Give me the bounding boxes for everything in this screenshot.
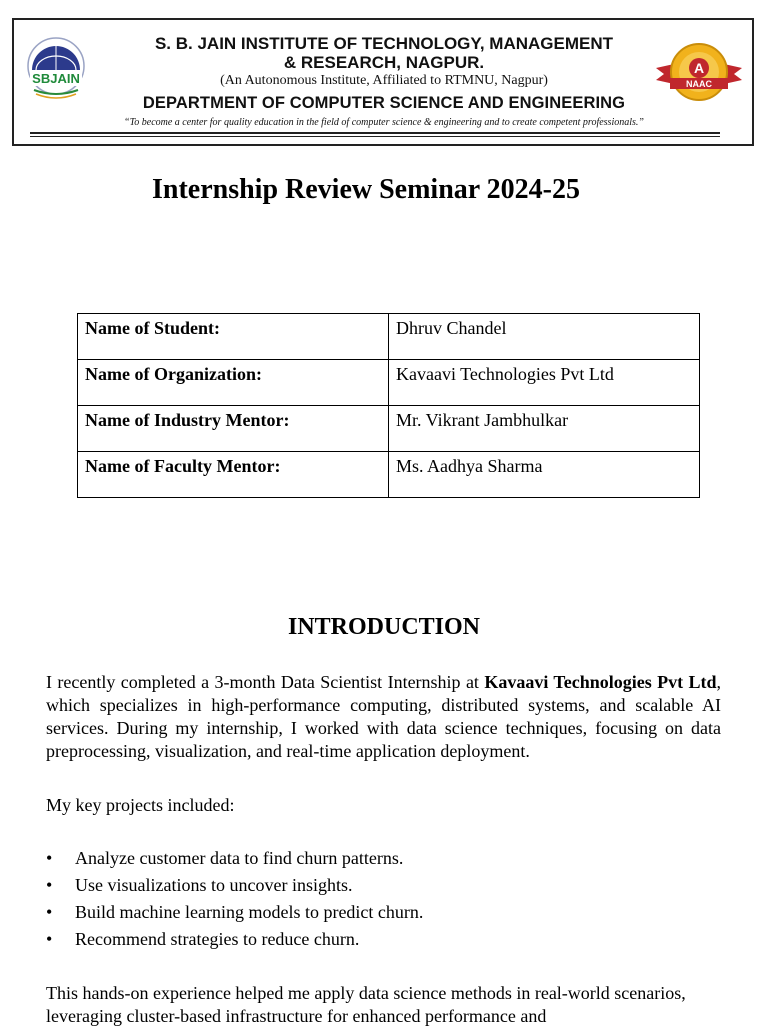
table-row [78, 406, 700, 452]
company-name: Kavaavi Technologies Pvt Ltd [484, 672, 717, 692]
bullet-icon: • [46, 902, 53, 922]
list-item-text: Use visualizations to uncover insights. [75, 875, 353, 895]
introduction-paragraph-3: This hands-on experience helped me apply data science methods in real-world scenarios, leveraging cluster-based infrastructure for enhanced performance and [46, 983, 686, 1026]
list-item-text: Recommend strategies to reduce churn. [75, 929, 360, 949]
detail-value: Dhruv Chandel [389, 314, 700, 360]
letterhead-rule-thin [30, 136, 720, 137]
bullet-icon: • [46, 848, 53, 868]
naac-badge-icon [654, 38, 744, 108]
details-table [77, 313, 700, 498]
detail-label: Name of Industry Mentor: [78, 406, 389, 452]
detail-value: Ms. Aadhya Sharma [389, 452, 700, 498]
list-item-text: Analyze customer data to find churn patterns. [75, 848, 404, 868]
department-name: DEPARTMENT OF COMPUTER SCIENCE AND ENGINEERING [142, 94, 626, 112]
list-item [46, 928, 721, 955]
institute-affiliation: (An Autonomous Institute, Affiliated to RTMNU, Nagpur) [220, 73, 548, 88]
page-title: Internship Review Seminar 2024-25 [151, 174, 581, 205]
project-list [46, 847, 721, 955]
detail-label: Name of Faculty Mentor: [78, 452, 389, 498]
detail-label: Name of Student: [78, 314, 389, 360]
list-item-text: Build machine learning models to predict churn. [75, 902, 424, 922]
table-row [78, 452, 700, 498]
detail-value: Mr. Vikrant Jambhulkar [389, 406, 700, 452]
department-vision: “To become a center for quality education in the field of computer science & engineering and to create competent professionals.” [124, 117, 644, 128]
bullet-icon: • [46, 929, 53, 949]
detail-label: Name of Organization: [78, 360, 389, 406]
list-item [46, 874, 721, 901]
introduction-paragraph-1 [46, 671, 721, 763]
table-row [78, 360, 700, 406]
logo-text: SBJAIN [32, 71, 80, 86]
table-row [78, 314, 700, 360]
letterhead [12, 18, 754, 146]
letterhead-rule [30, 132, 720, 134]
introduction-paragraph-2: My key projects included: [46, 795, 235, 815]
bullet-icon: • [46, 875, 53, 895]
institute-name-line2: & RESEARCH, NAGPUR. [283, 53, 485, 72]
institute-name-line1: S. B. JAIN INSTITUTE OF TECHNOLOGY, MANAGEMENT [154, 34, 614, 53]
list-item [46, 901, 721, 928]
introduction-heading: INTRODUCTION [287, 614, 481, 640]
naac-grade: A [693, 60, 705, 76]
detail-value: Kavaavi Technologies Pvt Ltd [389, 360, 700, 406]
naac-label: NAAC [686, 79, 712, 89]
paragraph-text: , which specializes in high-performance computing, distributed systems, and scalable AI services. During my internship, I worked with data science techniques, focusing on data preprocessing, visualization, and real-time application deployment. [46, 672, 721, 761]
paragraph-text: I recently completed a 3-month Data Scientist Internship at [46, 672, 485, 692]
list-item [46, 847, 721, 874]
